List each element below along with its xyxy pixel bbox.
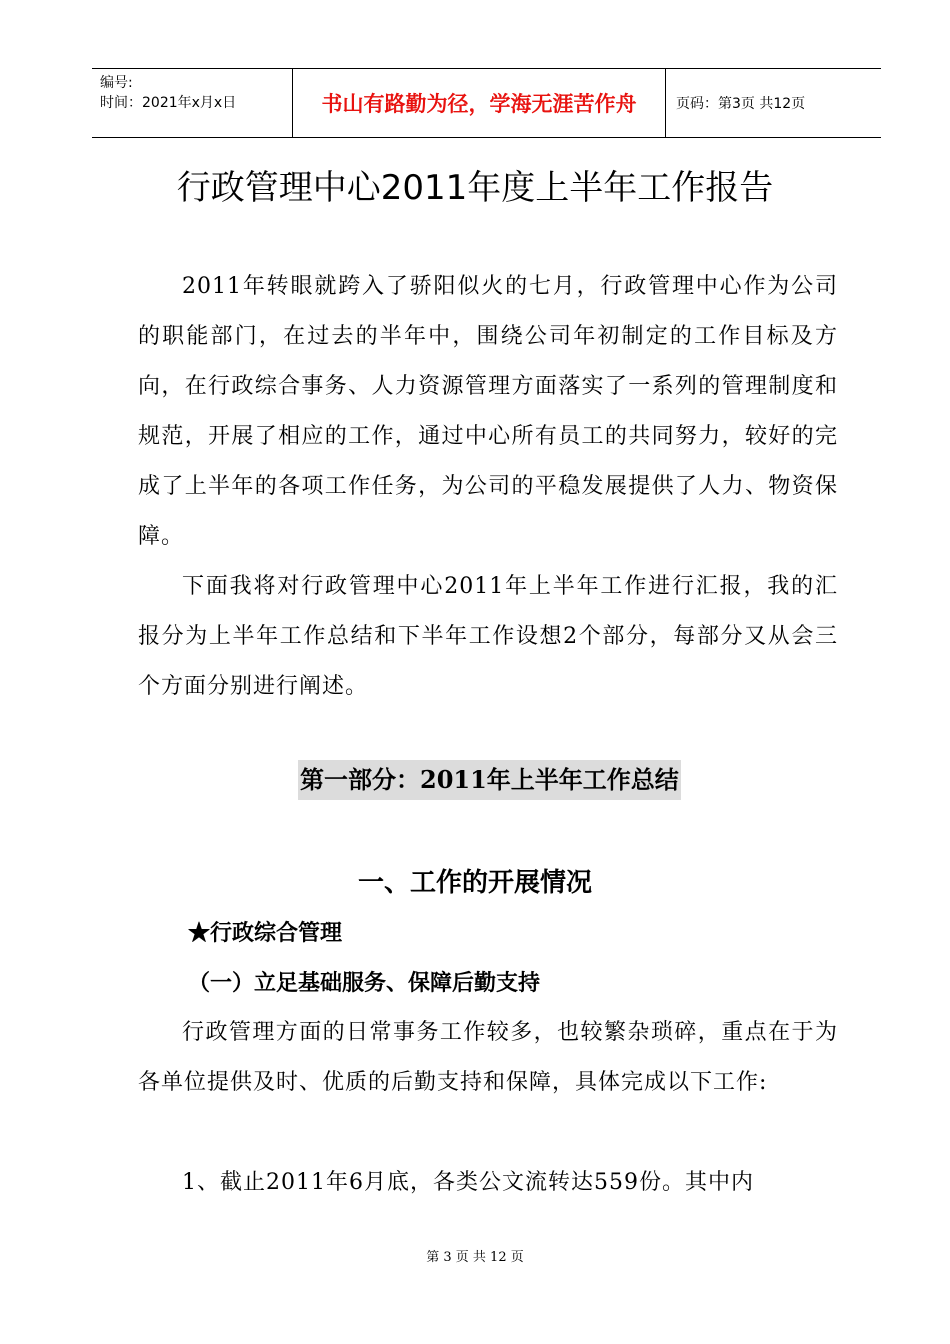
code-label: 编号:	[100, 75, 133, 91]
header-meta-cell	[92, 69, 293, 137]
motto: 书山有路勤为径，学海无涯苦作舟	[293, 69, 666, 137]
page-footer: 第 3 页 共 12 页	[426, 1250, 524, 1265]
paragraph-intro: 2011年转眼就跨入了骄阳似火的七月，行政管理中心作为公司的职能部门，在过去的半年中，围绕公司年初制定的工作目标及方向，在行政综合事务、人力资源管理方面落实了一系列的管理制度和规范，开展了相应的工作，通过中心所有员工的共同努力，较好的完成了上半年的各项工作任务，为公司的平稳发展提供了人力、物资保障。	[138, 274, 838, 549]
paragraph-admin: 行政管理方面的日常事务工作较多，也较繁杂琐碎，重点在于为各单位提供及时、优质的后勤支持和保障，具体完成以下工作:	[138, 1020, 838, 1095]
paragraph-item-1: 1、截止2011年6月底，各类公文流转达559份。其中内	[182, 1170, 754, 1195]
heading-logistics: （一）立足基础服务、保障后勤支持	[188, 970, 541, 996]
page-label: 页码：第3页 共12页	[676, 96, 806, 112]
section-title: 第一部分：2011年上半年工作总结	[298, 760, 681, 800]
heading-admin: ★行政综合管理	[188, 920, 343, 946]
heading-work-status: 一、工作的开展情况	[357, 868, 592, 898]
paragraph-outline: 下面我将对行政管理中心2011年上半年工作进行汇报，我的汇报分为上半年工作总结和下半年工作设想2个部分，每部分又从会三个方面分别进行阐述。	[138, 574, 838, 699]
document-title: 行政管理中心2011年度上半年工作报告	[176, 168, 774, 208]
header-table	[92, 68, 881, 138]
time-label: 时间：2021年x月x日	[100, 95, 237, 111]
